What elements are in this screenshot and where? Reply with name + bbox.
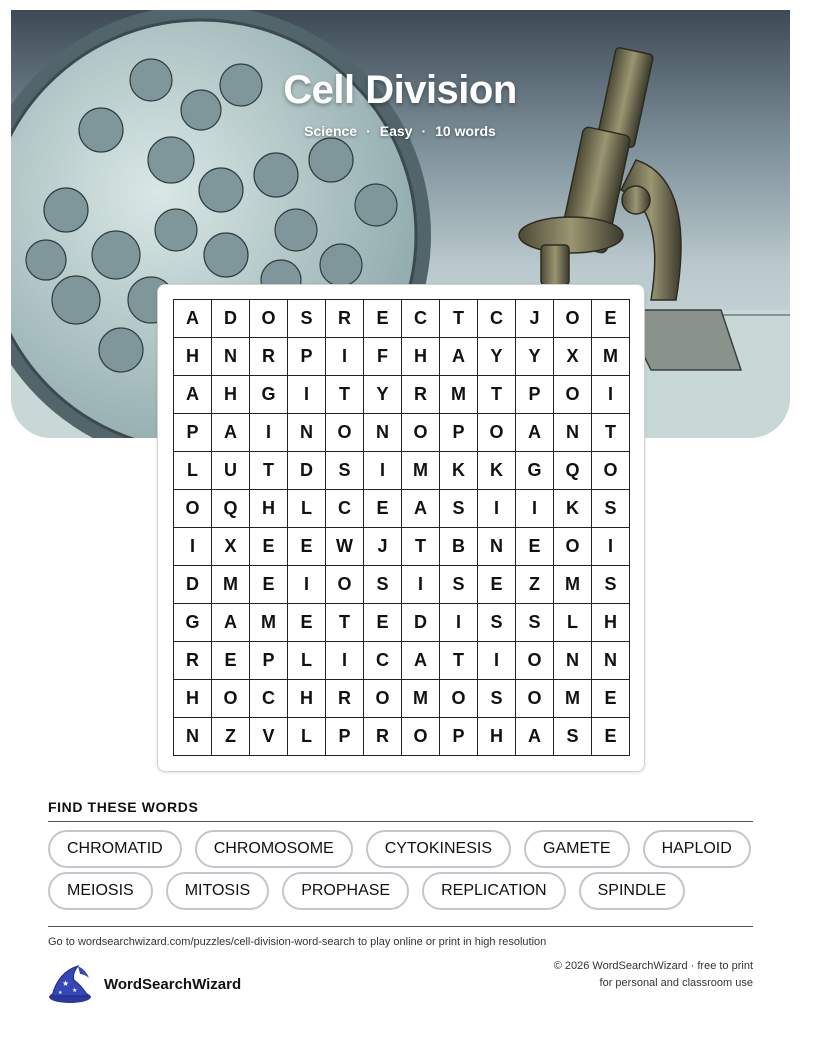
grid-cell[interactable]: S — [288, 300, 326, 338]
grid-cell[interactable]: S — [516, 604, 554, 642]
grid-cell[interactable]: L — [288, 490, 326, 528]
copyright-note: © 2026 WordSearchWizard · free to print for personal and classroom use — [553, 960, 753, 989]
grid-cell[interactable]: I — [250, 414, 288, 452]
grid-cell[interactable]: S — [554, 718, 592, 756]
grid-cell[interactable]: Z — [212, 718, 250, 756]
grid-cell[interactable]: O — [440, 680, 478, 718]
grid-cell[interactable]: O — [250, 300, 288, 338]
grid-cell[interactable]: U — [212, 452, 250, 490]
grid-cell[interactable]: E — [288, 604, 326, 642]
grid-cell[interactable]: M — [554, 566, 592, 604]
page-title: Cell Division — [283, 68, 517, 112]
grid-cell[interactable]: R — [174, 642, 212, 680]
divider — [48, 926, 753, 927]
grid-cell[interactable]: T — [440, 300, 478, 338]
grid-cell[interactable]: I — [326, 642, 364, 680]
grid-cell[interactable]: P — [516, 376, 554, 414]
grid-cell[interactable]: S — [478, 680, 516, 718]
grid-cell[interactable]: I — [174, 528, 212, 566]
grid-cell[interactable]: K — [440, 452, 478, 490]
grid-cell[interactable]: S — [326, 452, 364, 490]
grid-cell[interactable]: H — [402, 338, 440, 376]
category-label: Science — [304, 123, 358, 139]
grid-cell[interactable]: D — [174, 566, 212, 604]
grid-cell[interactable]: D — [288, 452, 326, 490]
grid-cell[interactable]: W — [326, 528, 364, 566]
grid-cell[interactable]: M — [402, 452, 440, 490]
grid-cell[interactable]: O — [402, 718, 440, 756]
wizard-hat-icon — [48, 964, 92, 1004]
grid-cell[interactable]: E — [364, 604, 402, 642]
grid-cell[interactable]: Y — [478, 338, 516, 376]
grid-cell[interactable]: I — [592, 528, 630, 566]
grid-cell[interactable]: T — [402, 528, 440, 566]
grid-cell[interactable]: A — [212, 414, 250, 452]
grid-cell[interactable]: H — [212, 376, 250, 414]
grid-cell[interactable]: R — [250, 338, 288, 376]
grid-cell[interactable]: S — [440, 566, 478, 604]
word-pill[interactable]: MITOSIS — [166, 872, 270, 910]
grid-cell[interactable]: I — [478, 490, 516, 528]
grid-cell[interactable]: I — [478, 642, 516, 680]
grid-cell[interactable]: N — [592, 642, 630, 680]
grid-cell[interactable]: E — [288, 528, 326, 566]
word-list-heading: FIND THESE WORDS — [48, 799, 199, 815]
grid-cell[interactable]: O — [364, 680, 402, 718]
meta-separator: · — [366, 123, 371, 139]
grid-cell[interactable]: N — [174, 718, 212, 756]
grid-cell[interactable]: O — [554, 300, 592, 338]
grid-cell[interactable]: M — [592, 338, 630, 376]
grid-cell[interactable]: F — [364, 338, 402, 376]
letter-grid[interactable] — [173, 299, 630, 756]
grid-cell[interactable]: D — [402, 604, 440, 642]
grid-cell[interactable]: Q — [554, 452, 592, 490]
puzzle-meta — [0, 123, 800, 139]
grid-cell[interactable]: E — [592, 300, 630, 338]
grid-cell[interactable]: A — [440, 338, 478, 376]
word-pill[interactable]: SPINDLE — [579, 872, 685, 910]
grid-cell[interactable]: C — [402, 300, 440, 338]
word-list — [48, 830, 768, 914]
grid-cell[interactable]: C — [364, 642, 402, 680]
grid-cell[interactable]: H — [592, 604, 630, 642]
grid-cell[interactable]: A — [402, 642, 440, 680]
difficulty-label: Easy — [379, 123, 413, 139]
meta-separator: · — [421, 123, 427, 139]
grid-cell[interactable]: P — [174, 414, 212, 452]
grid-cell[interactable]: V — [250, 718, 288, 756]
grid-cell[interactable]: I — [288, 566, 326, 604]
grid-cell[interactable]: C — [250, 680, 288, 718]
grid-cell[interactable]: J — [364, 528, 402, 566]
word-pill[interactable]: CHROMOSOME — [195, 830, 353, 868]
grid-cell[interactable]: A — [212, 604, 250, 642]
grid-cell[interactable]: O — [554, 376, 592, 414]
svg-text:★: ★ — [58, 990, 63, 996]
grid-cell[interactable]: A — [516, 414, 554, 452]
grid-cell[interactable]: I — [288, 376, 326, 414]
grid-cell[interactable]: O — [516, 680, 554, 718]
grid-cell[interactable]: P — [440, 718, 478, 756]
grid-cell[interactable]: H — [250, 490, 288, 528]
grid-cell[interactable]: O — [326, 566, 364, 604]
grid-cell[interactable]: I — [592, 376, 630, 414]
grid-cell[interactable]: R — [326, 680, 364, 718]
grid-cell[interactable]: R — [364, 718, 402, 756]
grid-cell[interactable]: E — [364, 300, 402, 338]
puzzle-card — [157, 284, 645, 772]
grid-cell[interactable]: N — [478, 528, 516, 566]
grid-cell[interactable]: S — [592, 490, 630, 528]
brand[interactable] — [48, 964, 241, 1004]
grid-cell[interactable]: L — [174, 452, 212, 490]
grid-cell[interactable]: L — [554, 604, 592, 642]
word-pill[interactable]: MEIOSIS — [48, 872, 153, 910]
grid-cell[interactable]: I — [326, 338, 364, 376]
grid-cell[interactable]: T — [478, 376, 516, 414]
word-pill[interactable]: CHROMATID — [48, 830, 182, 868]
grid-cell[interactable]: G — [250, 376, 288, 414]
grid-cell[interactable]: I — [516, 490, 554, 528]
svg-text:★: ★ — [62, 979, 70, 988]
grid-cell[interactable]: K — [554, 490, 592, 528]
grid-cell[interactable]: T — [592, 414, 630, 452]
grid-cell[interactable]: N — [364, 414, 402, 452]
grid-cell[interactable]: I — [440, 604, 478, 642]
grid-cell[interactable]: O — [212, 680, 250, 718]
grid-cell[interactable]: O — [478, 414, 516, 452]
grid-cell[interactable]: S — [364, 566, 402, 604]
grid-cell[interactable]: M — [554, 680, 592, 718]
grid-cell[interactable]: O — [326, 414, 364, 452]
grid-cell[interactable]: T — [250, 452, 288, 490]
grid-cell[interactable]: Z — [516, 566, 554, 604]
grid-cell[interactable]: A — [174, 300, 212, 338]
divider — [48, 821, 753, 822]
grid-cell[interactable]: H — [478, 718, 516, 756]
grid-cell[interactable]: E — [592, 718, 630, 756]
grid-cell[interactable]: N — [554, 414, 592, 452]
grid-cell[interactable]: O — [174, 490, 212, 528]
grid-cell[interactable]: T — [326, 604, 364, 642]
grid-cell[interactable]: Y — [516, 338, 554, 376]
grid-cell[interactable]: P — [326, 718, 364, 756]
play-online-link[interactable]: Go to wordsearchwizard.com/puzzles/cell-division-word-search to play online or print in high resolution — [48, 936, 547, 948]
grid-cell[interactable]: P — [250, 642, 288, 680]
grid-cell[interactable]: O — [516, 642, 554, 680]
grid-cell[interactable]: C — [326, 490, 364, 528]
grid-cell[interactable]: R — [402, 376, 440, 414]
grid-cell[interactable]: G — [516, 452, 554, 490]
grid-cell[interactable]: S — [592, 566, 630, 604]
word-pill[interactable]: PROPHASE — [282, 872, 409, 910]
grid-cell[interactable]: E — [478, 566, 516, 604]
word-row — [48, 872, 768, 910]
grid-cell[interactable]: L — [288, 642, 326, 680]
grid-cell[interactable]: S — [440, 490, 478, 528]
grid-cell[interactable]: N — [554, 642, 592, 680]
grid-cell[interactable]: X — [212, 528, 250, 566]
grid-cell[interactable]: M — [212, 566, 250, 604]
grid-cell[interactable]: K — [478, 452, 516, 490]
grid-cell[interactable]: Y — [364, 376, 402, 414]
word-count-label: 10 words — [435, 123, 496, 139]
grid-cell[interactable]: H — [288, 680, 326, 718]
word-pill[interactable]: HAPLOID — [643, 830, 751, 868]
grid-cell[interactable]: P — [440, 414, 478, 452]
grid-cell[interactable]: D — [212, 300, 250, 338]
grid-cell[interactable]: T — [326, 376, 364, 414]
grid-cell[interactable]: I — [402, 566, 440, 604]
grid-cell[interactable]: I — [364, 452, 402, 490]
word-pill[interactable]: CYTOKINESIS — [366, 830, 511, 868]
grid-cell[interactable]: E — [250, 528, 288, 566]
grid-cell[interactable]: L — [288, 718, 326, 756]
grid-cell[interactable]: Q — [212, 490, 250, 528]
grid-cell[interactable]: E — [592, 680, 630, 718]
brand-name: WordSearchWizard — [104, 975, 242, 993]
grid-cell[interactable]: H — [174, 338, 212, 376]
grid-cell[interactable]: E — [364, 490, 402, 528]
grid-cell[interactable]: H — [174, 680, 212, 718]
grid-cell[interactable]: O — [554, 528, 592, 566]
grid-cell[interactable]: A — [174, 376, 212, 414]
grid-cell[interactable]: J — [516, 300, 554, 338]
svg-text:★: ★ — [72, 987, 78, 994]
grid-cell[interactable]: E — [212, 642, 250, 680]
grid-cell[interactable]: M — [402, 680, 440, 718]
grid-cell[interactable]: G — [174, 604, 212, 642]
word-pill[interactable]: GAMETE — [524, 830, 630, 868]
word-row — [48, 830, 768, 868]
grid-cell[interactable]: R — [326, 300, 364, 338]
grid-cell[interactable]: S — [478, 604, 516, 642]
grid-cell[interactable]: T — [440, 642, 478, 680]
grid-cell[interactable]: M — [250, 604, 288, 642]
grid-cell[interactable]: O — [592, 452, 630, 490]
grid-cell[interactable]: A — [402, 490, 440, 528]
grid-cell[interactable]: C — [478, 300, 516, 338]
word-pill[interactable]: REPLICATION — [422, 872, 566, 910]
grid-cell[interactable]: E — [516, 528, 554, 566]
grid-cell[interactable]: O — [402, 414, 440, 452]
grid-cell[interactable]: N — [212, 338, 250, 376]
grid-cell[interactable]: N — [288, 414, 326, 452]
grid-cell[interactable]: X — [554, 338, 592, 376]
grid-cell[interactable]: M — [440, 376, 478, 414]
grid-cell[interactable]: P — [288, 338, 326, 376]
grid-cell[interactable]: E — [250, 566, 288, 604]
grid-cell[interactable]: B — [440, 528, 478, 566]
grid-cell[interactable]: A — [516, 718, 554, 756]
